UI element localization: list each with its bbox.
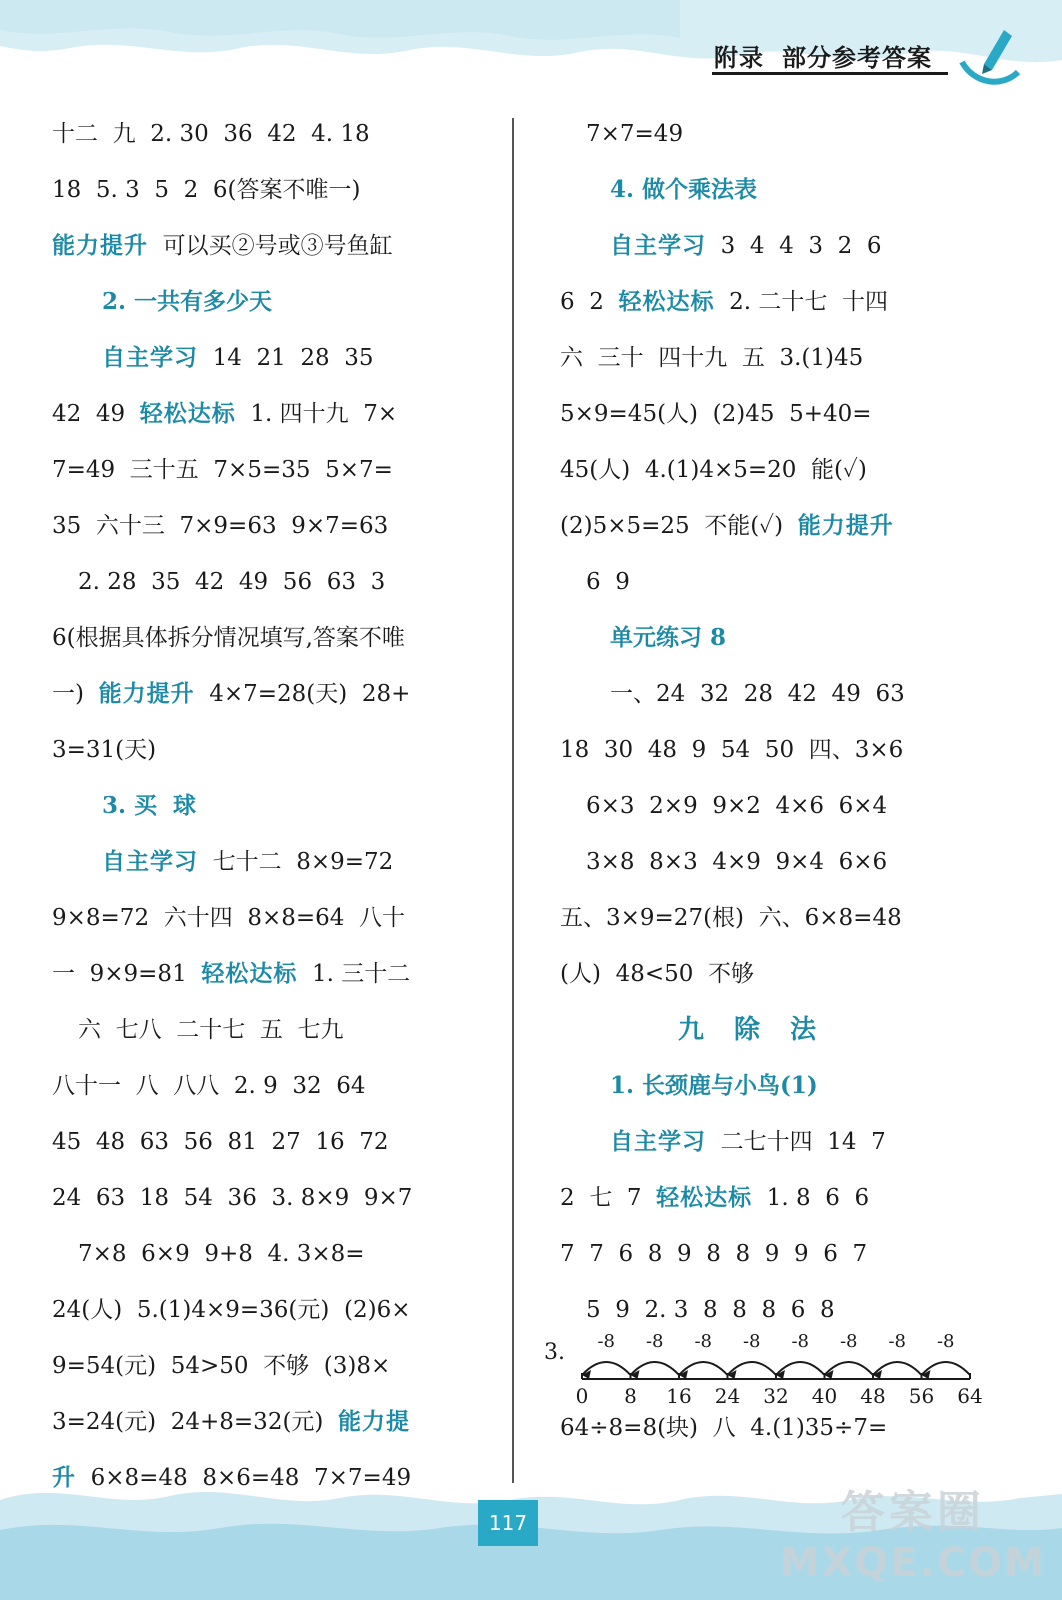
number-line-tick-label: 24 bbox=[714, 1384, 741, 1408]
right-column bbox=[560, 106, 990, 1456]
answer-text: 一 9×9=81 bbox=[52, 961, 202, 987]
unit-title: 单元练习 8 bbox=[610, 624, 727, 651]
number-line-tick-label: 64 bbox=[957, 1384, 983, 1408]
answer-line: 六 三十 四十九 五 3.(1)45 bbox=[560, 345, 864, 371]
answer-line bbox=[52, 946, 472, 1002]
answer-text: 二七十四 14 7 bbox=[706, 1129, 886, 1155]
answer-line bbox=[560, 218, 990, 274]
answer-line: 五、3×9=27(根) 六、6×8=48 bbox=[560, 905, 902, 931]
answer-line: 7 7 6 8 9 8 8 9 9 6 7 bbox=[560, 1241, 868, 1267]
answer-line: (人) 48<50 不够 bbox=[560, 961, 754, 987]
answer-line bbox=[560, 1170, 990, 1226]
number-line-tick-label: 0 bbox=[575, 1384, 589, 1408]
answer-text: 1. 三十二 bbox=[297, 961, 411, 987]
page-header bbox=[714, 38, 932, 73]
answer-line bbox=[560, 274, 990, 330]
number-line-jump-label: -8 bbox=[888, 1331, 907, 1352]
answer-text: 4×7=28(天) 28+ bbox=[194, 681, 411, 707]
answer-text: 3 4 4 3 2 6 bbox=[706, 233, 882, 259]
answer-line bbox=[52, 1394, 472, 1450]
easy-label: 轻松达标 bbox=[201, 961, 298, 987]
answer-text: 6 2 bbox=[560, 289, 619, 315]
answer-line: 7×7=49 bbox=[586, 121, 684, 147]
answer-line: 2. 28 35 42 49 56 63 3 bbox=[78, 569, 386, 595]
answer-line: 7=49 三十五 7×5=35 5×7= bbox=[52, 457, 393, 483]
answer-line bbox=[52, 218, 472, 274]
number-line-jump-label: -8 bbox=[791, 1331, 810, 1352]
answer-line: 9×8=72 六十四 8×8=64 八十 bbox=[52, 905, 406, 931]
answer-text: 6×8=48 8×6=48 7×7=49 bbox=[76, 1465, 412, 1491]
section-title: 1. 长颈鹿与小鸟(1) bbox=[610, 1072, 818, 1099]
answer-line: 45 48 63 56 81 27 16 72 bbox=[52, 1129, 389, 1155]
answer-line bbox=[52, 386, 472, 442]
answer-text: 1. 8 6 6 bbox=[752, 1185, 870, 1211]
easy-label: 轻松达标 bbox=[139, 401, 236, 427]
ability-label: 升 bbox=[52, 1465, 76, 1491]
watermark bbox=[780, 1476, 1046, 1586]
answer-text: 2. 二十七 十四 bbox=[714, 289, 889, 315]
answer-text: 可以买②号或③号鱼缸 bbox=[148, 233, 393, 259]
number-line-jump-label: -8 bbox=[936, 1331, 955, 1352]
number-line-jump-label: -8 bbox=[597, 1331, 616, 1352]
number-line-jump-label: -8 bbox=[694, 1331, 713, 1352]
answer-text: 一) bbox=[52, 681, 99, 707]
answer-line: 6 9 bbox=[586, 569, 630, 595]
answer-line: 5 9 2. 3 8 8 8 6 8 bbox=[586, 1297, 835, 1323]
self-study-label: 自主学习 bbox=[102, 345, 198, 371]
answer-line: 5×9=45(人) (2)45 5+40= bbox=[560, 401, 872, 427]
number-line-tick-label: 16 bbox=[666, 1384, 692, 1408]
answer-line bbox=[560, 498, 990, 554]
column-divider bbox=[512, 118, 514, 1483]
answer-text: (2)5×5=25 不能(✓) bbox=[560, 513, 798, 539]
answer-line: 六 七八 二十七 五 七九 bbox=[78, 1017, 344, 1043]
ability-label: 能力提 bbox=[338, 1409, 411, 1435]
self-study-label: 自主学习 bbox=[610, 1129, 706, 1155]
section-title: 4. 做个乘法表 bbox=[610, 176, 758, 203]
self-study-label: 自主学习 bbox=[610, 233, 706, 259]
number-line-diagram bbox=[540, 1325, 1000, 1415]
answer-text: 3=24(元) 24+8=32(元) bbox=[52, 1409, 339, 1435]
answer-line: 6(根据具体拆分情况填写,答案不唯 bbox=[52, 625, 405, 651]
watermark-url: MXQE.COM bbox=[779, 1540, 1046, 1586]
answer-line: 6×3 2×9 9×2 4×6 6×4 bbox=[586, 793, 888, 819]
section-title: 2. 一共有多少天 bbox=[102, 288, 273, 315]
ability-label: 能力提升 bbox=[797, 513, 894, 539]
self-study-label: 自主学习 bbox=[102, 849, 198, 875]
answer-line: 45(人) 4.(1)4×5=20 能(✓) bbox=[560, 457, 867, 483]
answer-line: 3×8 8×3 4×9 9×4 6×6 bbox=[586, 849, 888, 875]
watermark-logo-text: 答案圈 bbox=[840, 1487, 985, 1538]
easy-label: 轻松达标 bbox=[656, 1185, 753, 1211]
pen-icon bbox=[954, 22, 1024, 92]
answer-line: 24(人) 5.(1)4×9=36(元) (2)6× bbox=[52, 1297, 411, 1323]
answer-line: 7×8 6×9 9+8 4. 3×8= bbox=[78, 1241, 365, 1267]
number-line-jump-label: -8 bbox=[645, 1331, 664, 1352]
answer-line: 八十一 八 八八 2. 9 32 64 bbox=[52, 1073, 366, 1099]
header-title: 部分参考答案 bbox=[782, 43, 932, 72]
left-column bbox=[52, 106, 472, 1506]
header-appendix: 附录 bbox=[714, 43, 764, 72]
answer-text: 42 49 bbox=[52, 401, 140, 427]
answer-line: 十二 九 2. 30 36 42 4. 18 bbox=[52, 121, 370, 147]
answer-text: 2 七 7 bbox=[560, 1185, 657, 1211]
section-title: 3. 买 球 bbox=[102, 792, 197, 819]
answer-line: 35 六十三 7×9=63 9×7=63 bbox=[52, 513, 389, 539]
answer-line: 24 63 18 54 36 3. 8×9 9×7 bbox=[52, 1185, 413, 1211]
number-line-jump-label: -8 bbox=[839, 1331, 858, 1352]
number-line-tick-label: 8 bbox=[624, 1384, 637, 1408]
answer-text: 1. 四十九 7× bbox=[235, 401, 398, 427]
page-number: 117 bbox=[478, 1500, 538, 1546]
answer-line: 一、24 32 28 42 49 63 bbox=[610, 681, 905, 707]
answer-line: 64÷8=8(块) 八 4.(1)35÷7= bbox=[560, 1415, 888, 1441]
answer-line: 18 30 48 9 54 50 四、3×6 bbox=[560, 737, 904, 763]
number-line-tick-label: 40 bbox=[811, 1384, 838, 1408]
answer-line: 9=54(元) 54>50 不够 (3)8× bbox=[52, 1353, 391, 1379]
answer-line: 18 5. 3 5 2 6(答案不唯一) bbox=[52, 177, 361, 203]
number-line-tick-label: 32 bbox=[763, 1384, 789, 1408]
answer-text: 七十二 8×9=72 bbox=[198, 849, 394, 875]
header-underline bbox=[712, 72, 948, 75]
answer-line bbox=[52, 666, 472, 722]
answer-line bbox=[560, 1114, 990, 1170]
ability-label: 能力提升 bbox=[98, 681, 195, 707]
number-line-tick-label: 56 bbox=[908, 1384, 935, 1408]
answer-text: 14 21 28 35 bbox=[198, 345, 374, 371]
ability-label: 能力提升 bbox=[52, 233, 148, 259]
number-line-prefix: 3. bbox=[544, 1340, 565, 1365]
easy-label: 轻松达标 bbox=[618, 289, 715, 315]
chapter-title: 九除法 bbox=[678, 1015, 847, 1045]
answer-line bbox=[52, 834, 472, 890]
answer-line: 3=31(天) bbox=[52, 737, 157, 763]
number-line-jump-label: -8 bbox=[742, 1331, 761, 1352]
answer-line bbox=[52, 330, 472, 386]
number-line-tick-label: 48 bbox=[860, 1384, 886, 1408]
